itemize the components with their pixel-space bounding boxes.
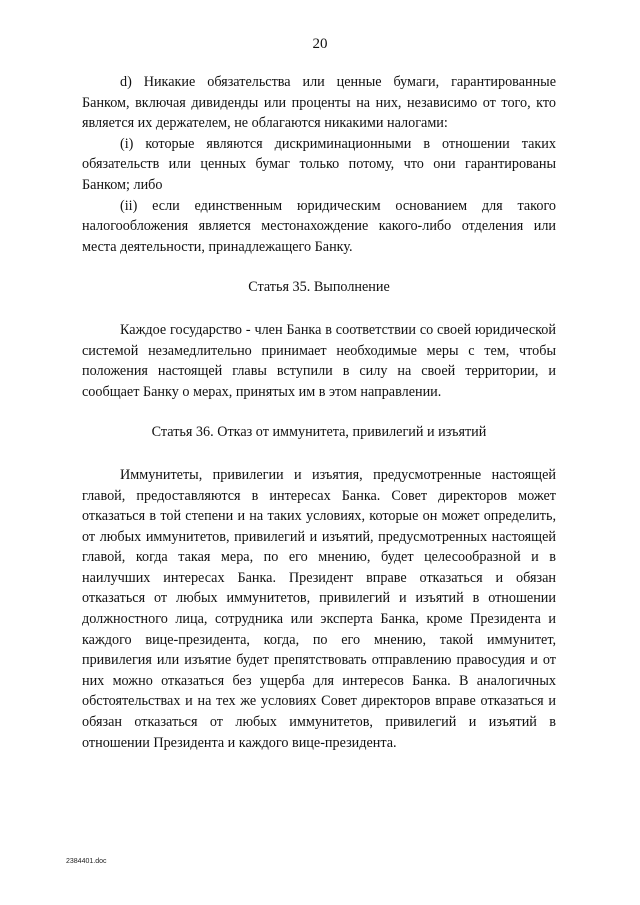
article-35-title: Статья 35. Выполнение (248, 279, 390, 296)
article-35-text: Каждое государство - член Банка в соответствии со своей юридической системой незамедлительно принимает необходимые меры с тем, чтобы положения настоящей главы вступили в силу на своей территории, и сообщает Банку о мерах, принятых им в этом направлении. (82, 321, 556, 400)
footer-filename: 2384401.doc (66, 858, 107, 865)
article-36-title: Статья 36. Отказ от иммунитета, привилегий и изъятий (151, 424, 487, 441)
page-number: 20 (312, 36, 328, 52)
section-d-item-i: (i) которые являются дискриминационными в отношении таких обязательств или ценных бумаг только потому, что они гарантированы Банком; либо (82, 135, 556, 193)
section-d-item-ii: (ii) если единственным юридическим основанием для такого налогообложения является местонахождение какого-либо отделения или места деятельности, принадлежащего Банку. (82, 197, 556, 255)
article-36-text: Иммунитеты, привилегии и изъятия, предусмотренные настоящей главой, предоставляются в интересах Банка. Совет директоров может отказаться в той степени и на таких условиях, которые он может определить, от любых иммунитетов, привилегий и изъятий, предусмотренных настоящей главой, когда такая мера, по его мнению, будет целесообразной и в наилучших интересах Банка. Президент вправе отказаться и обязан отказаться от любых иммунитетов, привилегий и изъятий в отношении должностного лица, сотрудника или эксперта Банка, кроме Президента и каждого вице-президента, когда, по его мнению, такой иммунитет, привилегия или изъятие будет препятствовать отправлению правосудия и от них можно отказаться без ущерба для интересов Банка. В аналогичных обстоятельствах и на тех же условиях Совет директоров вправе отказаться и обязан отказаться от любых иммунитетов, привилегий и изъятий в отношении Президента и каждого вице-президента. (82, 466, 556, 751)
document-body (82, 72, 556, 753)
section-d-intro: d) Никакие обязательства или ценные бумаги, гарантированные Банком, включая дивиденды или проценты на них, независимо от того, кто является их держателем, не облагаются никакими налогами: (82, 74, 556, 132)
